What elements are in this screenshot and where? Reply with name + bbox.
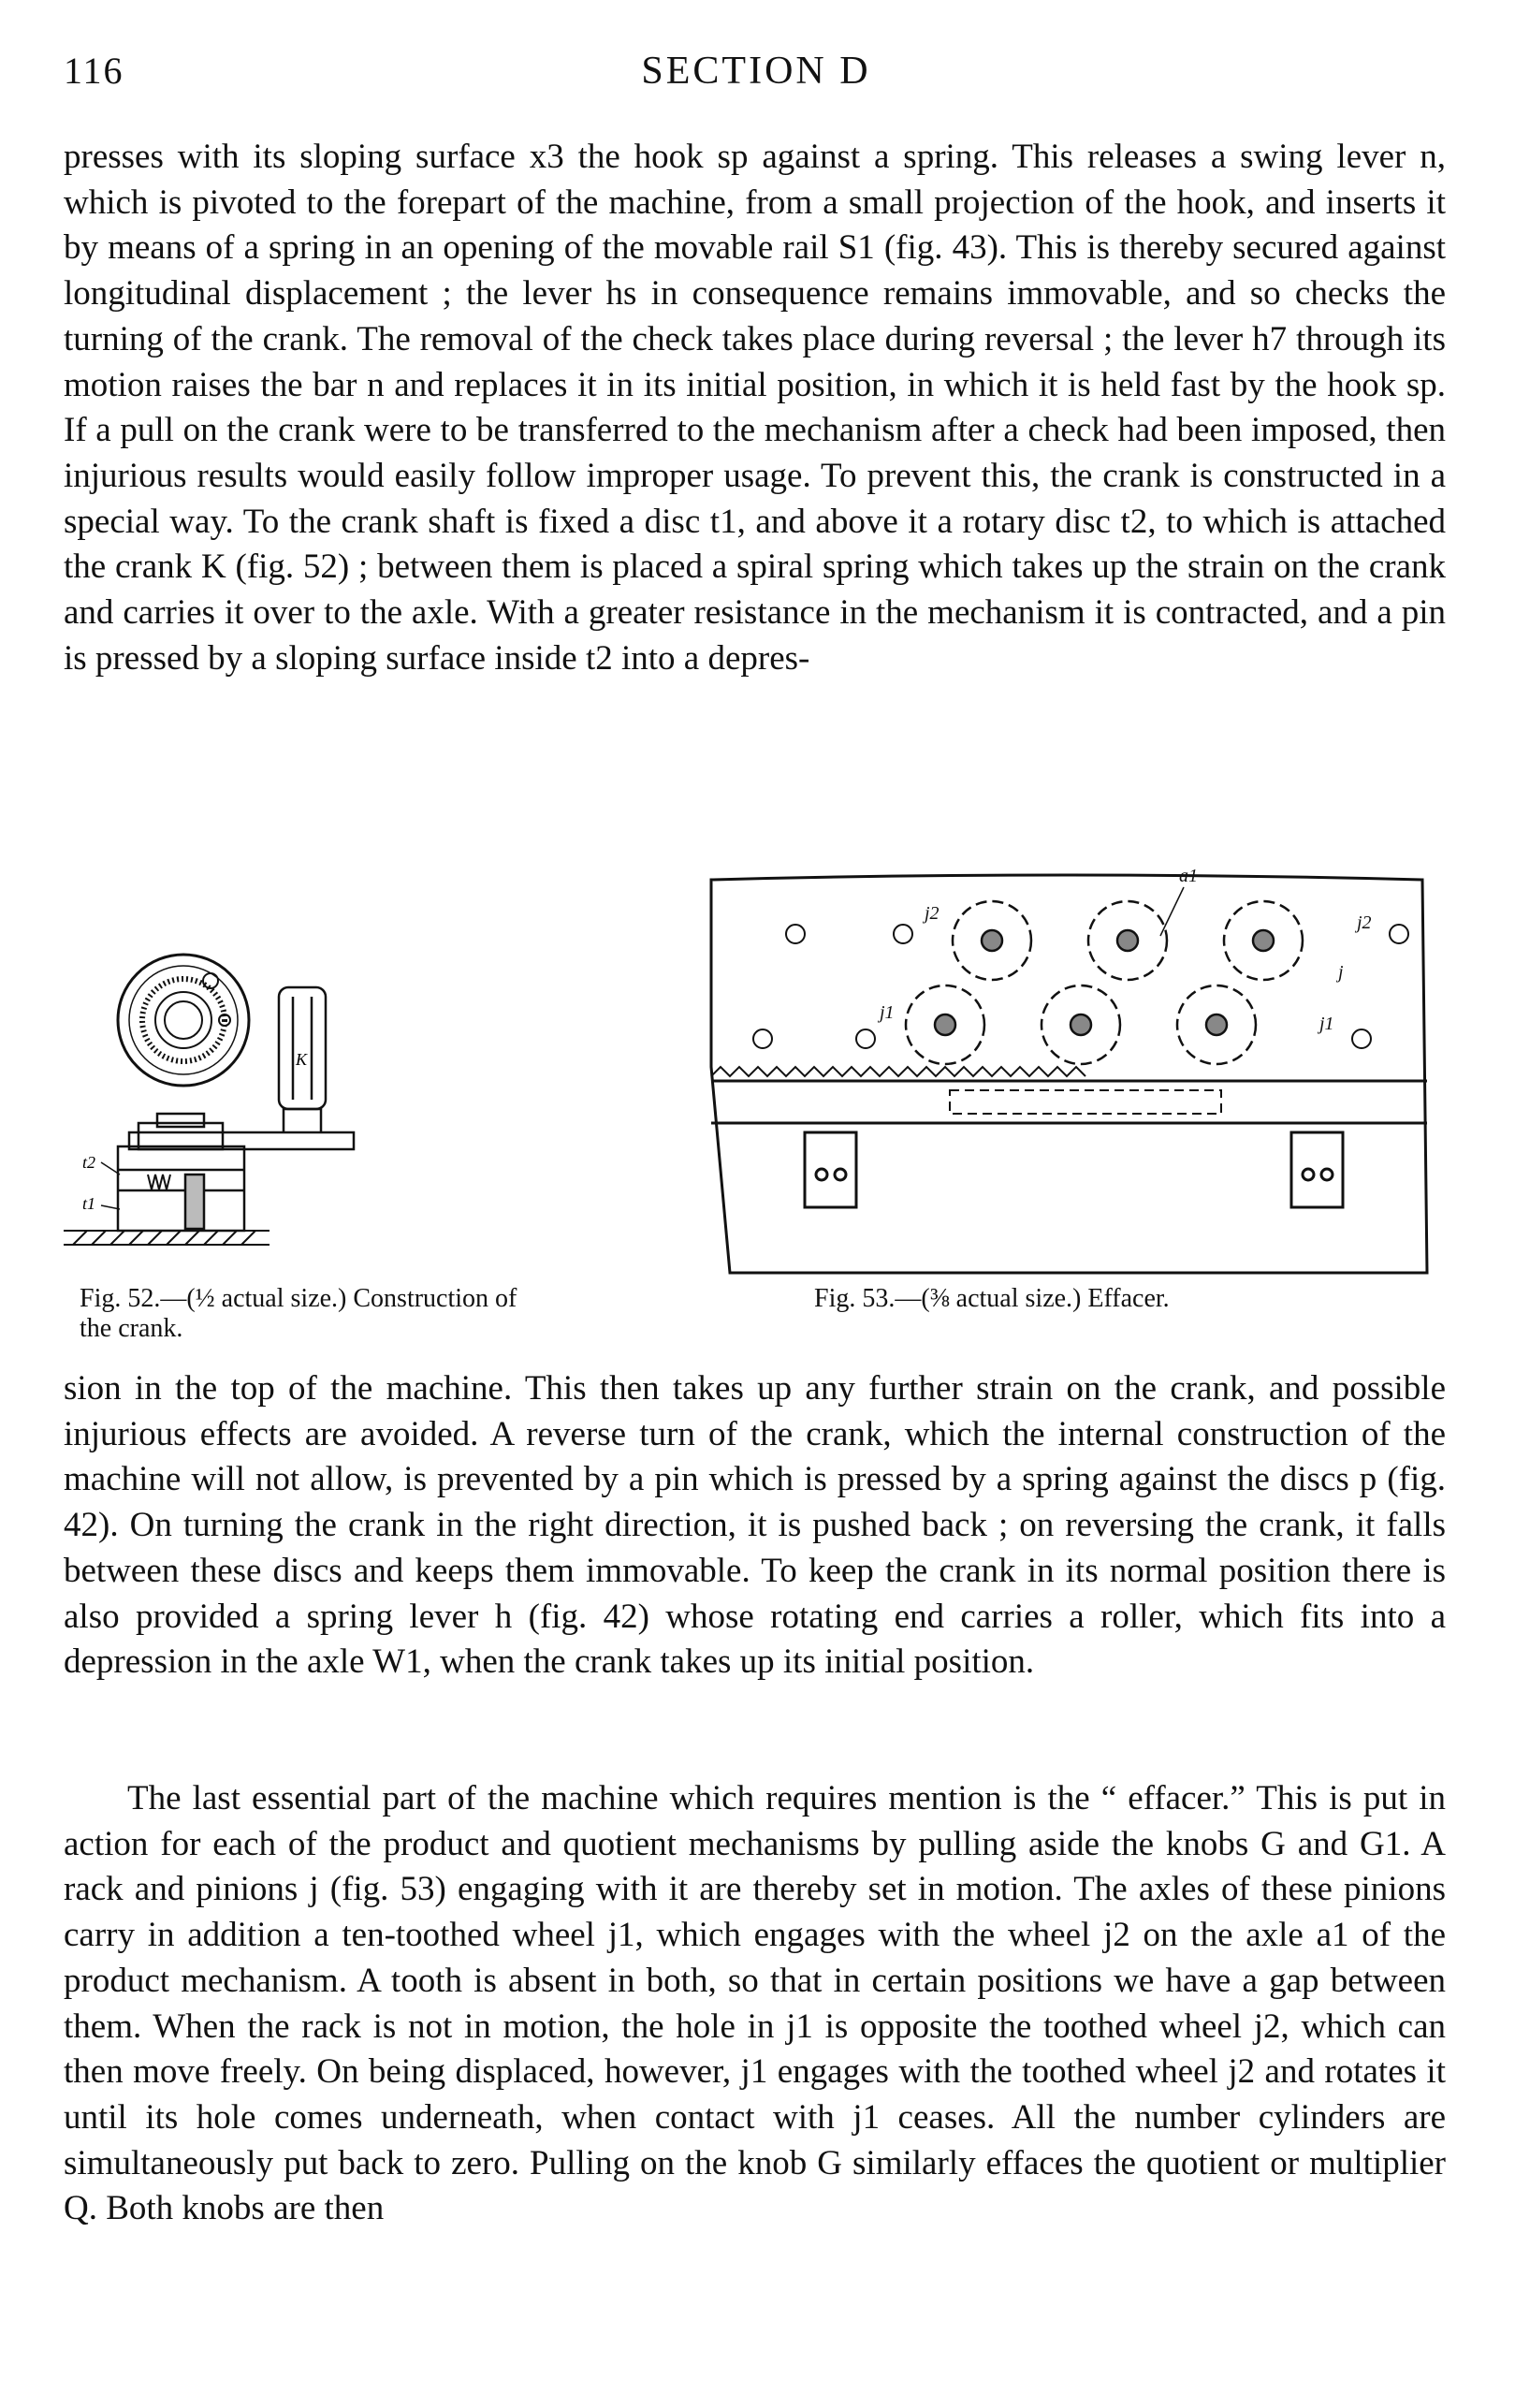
pinions-bottom-row: [906, 985, 1256, 1064]
label-j2-left: j2: [925, 903, 940, 924]
label-j1-left: j1: [880, 1002, 895, 1023]
label-k: K: [296, 1050, 308, 1069]
label-t1: t1: [82, 1194, 96, 1213]
label-j2-right: j2: [1357, 912, 1372, 933]
figure-52-crank-illustration: [64, 945, 550, 1306]
body-paragraph-1: presses with its sloping surface x3 the hook sp against a spring. This releases a swing lever n, which is pivoted to the forepart of the machine, from a small projection of the hook, and inserts it by means of a spring in an opening of the movable rail S1 (fig. 43). This is thereby secured against longitudinal displacement ; the lever hs in consequence remains immovable, and so checks the turning of the crank. The removal of the check takes place during reversal ; the lever h7 through its motion raises the bar n and replaces it in its initial position, in which it is held fast by the hook sp. If a pull on the crank were to be transferred to the mechanism after a check had been imposed, then injurious results would easily follow improper usage. To prevent this, the crank is constructed in a special way. To the crank shaft is fixed a disc t1, and above it a rotary disc t2, to which is attached the crank K (fig. 52) ; between them is placed a spiral spring which takes up the strain on the crank and carries it over to the axle. With a greater resistance in the mechanism it is contracted, and a pin is pressed by a sloping surface inside t2 into a depres-: [64, 138, 1446, 678]
base-hatching: [64, 1231, 269, 1245]
running-head: SECTION D: [641, 50, 871, 93]
body-paragraph-3: The last essential part of the machine which requires mention is the “ effacer.” This is put in action for each of the product and quotient mechanisms by pulling aside the knobs G and G1. A rack and pinions j (fig. 53) engaging with it are thereby set in motion. The axles of these pinions carry in addition a ten-toothed wheel j1, which engages with the wheel j2 on the axle a1 of the product mechanism. A tooth is absent in both, so that in certain positions we have a gap between them. When the rack is not in motion, the hole in j1 is opposite the toothed wheel j2, which can then move freely. On being displaced, however, j1 engages with the toothed wheel j2 and rotates it until its hole comes underneath, when contact with j1 ceases. All the number cylinders are simultaneously put back to zero. Pulling on the knob G similarly effaces the quotient or multiplier Q. Both knobs are then: [64, 1779, 1446, 2228]
figure-53-effacer-illustration: [692, 861, 1446, 1277]
body-paragraph-2: sion in the top of the machine. This then takes up any further strain on the crank, and possible injurious effects are avoided. A reverse turn of the crank, which the internal construction of the machine will not allow, is prevented by a pin which is pressed by a spring against the discs p (fig. 42). On turning the crank in the right direction, it is pushed back ; on reversing the crank, it falls between these discs and keeps them immovable. To keep the crank in its normal position there is also provided a spring lever h (fig. 42) whose rotating end carries a roller, which fits into a depression in the axle W1, when the crank takes up its initial position.: [64, 1369, 1446, 1682]
crank-disc-top-view: [118, 955, 249, 1086]
label-j: j: [1338, 962, 1344, 983]
figure-52-caption: Fig. 52.—(½ actual size.) Construction of the crank.: [80, 1284, 517, 1343]
label-j1-right: j1: [1319, 1014, 1334, 1034]
label-t2: t2: [82, 1153, 96, 1172]
figure-53-caption: Fig. 53.—(⅜ actual size.) Effacer.: [814, 1284, 1170, 1313]
page-header: [64, 49, 1449, 105]
pinions-top-row: [953, 901, 1303, 980]
crank-handle: [129, 987, 354, 1149]
page-number: 116: [64, 50, 124, 92]
effacer-frame: [711, 875, 1427, 1273]
label-a1: a1: [1179, 866, 1198, 886]
